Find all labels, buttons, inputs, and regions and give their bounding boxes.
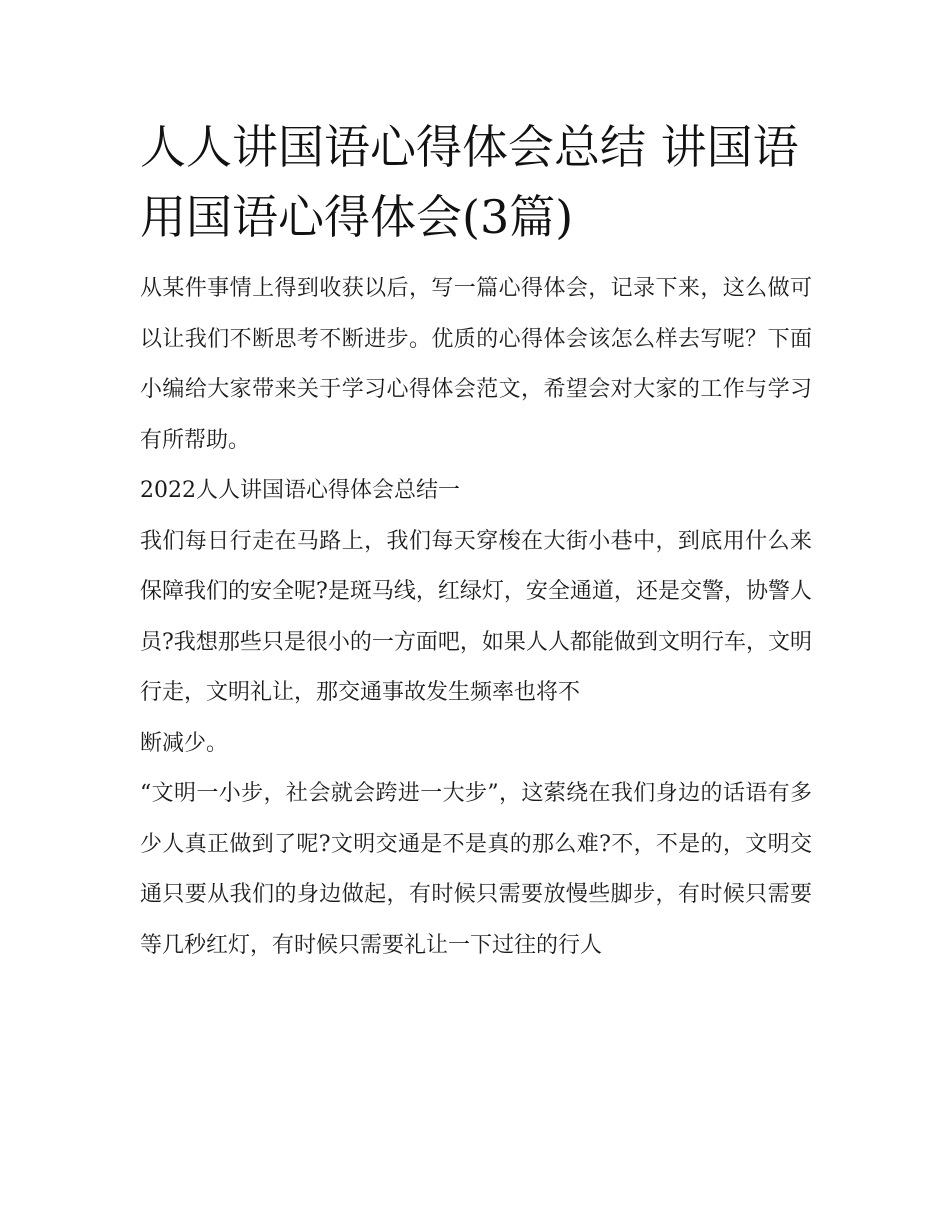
section-heading: 2022人人讲国语心得体会总结一 <box>140 478 460 503</box>
intro-paragraph: 从某件事情上得到收获以后，写一篇心得体会，记录下来，这么做可以让我们不断思考不断进步。优质的心得体会该怎么样去写呢？下面小编给大家带来关于学习心得体会范文，希望会对大家的工作与学习有所帮助。 <box>140 276 812 453</box>
document-body <box>140 112 812 971</box>
body-paragraph-1: 我们每日行走在马路上，我们每天穿梭在大街小巷中，到底用什么来保障我们的安全呢?是斑马线，红绿灯，安全通道，还是交警，协警人员?我想那些只是很小的一方面吧，如果人人都能做到文明行车，文明行走，文明礼让，那交通事故发生频率也将不 <box>140 528 812 705</box>
document-title: 人人讲国语心得体会总结 讲国语用国语心得体会(3篇) <box>140 120 799 244</box>
body-paragraph-3: “文明一小步，社会就会跨进一大步”，这萦绕在我们身边的话语有多少人真正做到了呢?文明交通是不是真的那么难?不，不是的，文明交通只要从我们的身边做起，有时候只需要放慢些脚步，有时候只需要等几秒红灯，有时候只需要礼让一下过往的行人 <box>140 781 812 958</box>
body-paragraph-2: 断减少。 <box>140 730 229 756</box>
